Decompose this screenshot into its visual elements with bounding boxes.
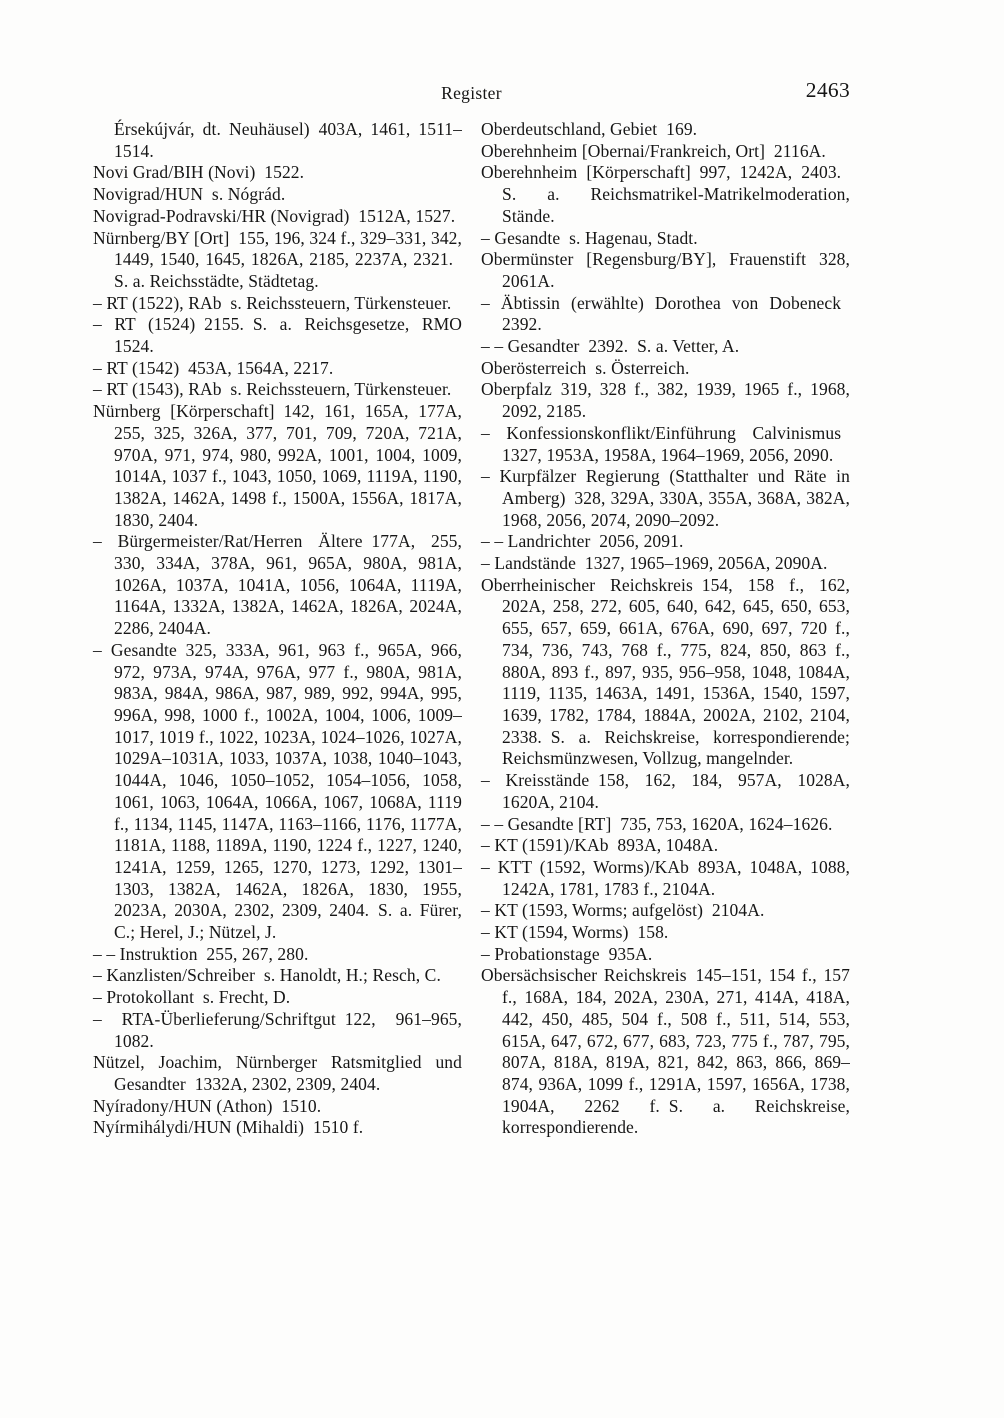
index-entry: Nyírmihálydi/HUN (Mihaldi) 1510 f.: [93, 1117, 364, 1138]
left-column: [93, 119, 462, 1139]
index-entry: Oberehnheim [Körperschaft] 997, 1242A, 2403. S. a. Reichsmatrikel-Matrikelmoderation, Stände.: [481, 162, 850, 226]
index-entry: Nyíradony/HUN (Athon) 1510.: [93, 1095, 322, 1116]
running-title: Register: [441, 83, 502, 103]
index-entry: – Protokollant s. Frecht, D.: [93, 987, 291, 1008]
right-column: [481, 119, 850, 1139]
index-entry: – Gesandte s. Hagenau, Stadt.: [481, 227, 698, 248]
index-entry: – Konfessionskonflikt/Einführung Calvinismus 1327, 1953A, 1958A, 1964–1969, 2056, 2090.: [481, 422, 850, 465]
index-entry: Obersächsischer Reichskreis 145–151, 154 f., 157 f., 168A, 184, 202A, 230A, 271, 414A, 418A, 442, 450, 485, 504 f., 508 f., 511, 514, 553, 615A, 647, 672, 677, 683, 723, 775 f., 787, 795, 807A, 818A, 819A, 821, 842, 863, 866, 869–874, 936A, 1099 f., 1291A, 1597, 1656A, 1738, 1904A, 2262 f. S. a. Reichskreise, korrespondierende.: [481, 965, 850, 1138]
index-entry: – – Instruktion 255, 267, 280.: [93, 943, 309, 964]
index-entry: Oberösterreich s. Österreich.: [481, 357, 690, 378]
index-columns: [93, 119, 850, 1139]
page-number: 2463: [805, 78, 850, 102]
index-entry: – RT (1522), RAb s. Reichssteuern, Türkensteuer.: [93, 292, 452, 313]
index-entry: – RT (1542) 453A, 1564A, 2217.: [93, 357, 334, 378]
index-entry: – KTT (1592, Worms)/KAb 893A, 1048A, 1088, 1242A, 1781, 1783 f., 2104A.: [481, 856, 850, 899]
index-entry: Oberdeutschland, Gebiet 169.: [481, 119, 698, 139]
index-entry: Nützel, Joachim, Nürnberger Ratsmitglied und Gesandter 1332A, 2302, 2309, 2404.: [93, 1052, 462, 1094]
index-entry: Nürnberg/BY [Ort] 155, 196, 324 f., 329–331, 342, 1449, 1540, 1645, 1826A, 2185, 2237A, 2321. S. a. Reichsstädte, Städtetag.: [93, 227, 462, 291]
index-entry: – RT (1543), RAb s. Reichssteuern, Türkensteuer.: [93, 379, 452, 400]
index-entry: – RTA-Überlieferung/Schriftgut 122, 961–965, 1082.: [93, 1008, 462, 1051]
index-entry: Novi Grad/BIH (Novi) 1522.: [93, 162, 305, 183]
index-entry: Novigrad-Podravski/HR (Novigrad) 1512A, 1527.: [93, 205, 456, 226]
index-entry: Oberehnheim [Obernai/Frankreich, Ort] 2116A.: [481, 140, 826, 161]
index-entry: – KT (1591)/KAb 893A, 1048A.: [481, 835, 719, 856]
index-entry: Novigrad/HUN s. Nógrád.: [93, 184, 286, 205]
index-entry: – Kreisstände 158, 162, 184, 957A, 1028A, 1620A, 2104.: [481, 770, 850, 812]
page-header: [93, 78, 850, 108]
index-entry: Nürnberg [Körperschaft] 142, 161, 165A, 177A, 255, 325, 326A, 377, 701, 709, 720A, 721A, 970A, 971, 974, 980, 992A, 1001, 1004, 1009, 1014A, 1037 f., 1043, 1050, 1069, 1119A, 1190, 1382A, 1462A, 1498 f., 1500A, 1556A, 1817A, 1830, 2404.: [93, 401, 462, 530]
index-entry: – Probationstage 935A.: [481, 943, 653, 964]
index-entry: – KT (1593, Worms; aufgelöst) 2104A.: [481, 900, 765, 921]
index-entry: – Kurpfälzer Regierung (Statthalter und Räte in Amberg) 328, 329A, 330A, 355A, 368A, 382A, 1968, 2056, 2074, 2090–2092.: [481, 466, 850, 530]
index-entry: – – Gesandte [RT] 735, 753, 1620A, 1624–1626.: [481, 813, 833, 834]
index-entry: Obermünster [Regensburg/BY], Frauenstift 328, 2061A.: [481, 249, 850, 291]
index-entry: – RT (1524) 2155. S. a. Reichsgesetze, RMO 1524.: [93, 314, 462, 357]
index-entry: – Gesandte 325, 333A, 961, 963 f., 965A, 966, 972, 973A, 974A, 976A, 977 f., 980A, 981A, 983A, 984A, 986A, 987, 989, 992, 994A, 995, 996A, 998, 1000 f., 1002A, 1004, 1006, 1009–1017, 1019 f., 1022, 1023A, 1024–1026, 1027A, 1029A–1031A, 1033, 1037A, 1038, 1040–1043, 1044A, 1046, 1050–1052, 1054–1056, 1058, 1061, 1063, 1064A, 1066A, 1067, 1068A, 1119 f., 1134, 1145, 1147A, 1163–1166, 1176, 1177A, 1181A, 1188, 1189A, 1190, 1224 f., 1227, 1240, 1241A, 1259, 1265, 1270, 1273, 1292, 1301–1303, 1382A, 1462A, 1826A, 1830, 1955, 2023A, 2030A, 2302, 2309, 2404. S. a. Fürer, C.; Herel, J.; Nützel, J.: [93, 639, 462, 943]
index-entry: Oberrheinischer Reichskreis 154, 158 f., 162, 202A, 258, 272, 605, 640, 642, 645, 650, 653, 655, 657, 659, 661A, 676A, 690, 697, 720 f., 734, 736, 743, 768 f., 775, 824, 850, 863 f., 880A, 893 f., 897, 935, 956–958, 1048, 1084A, 1119, 1135, 1463A, 1491, 1536A, 1540, 1597, 1639, 1782, 1784, 1884A, 2002A, 2102, 2104, 2338. S. a. Reichskreise, korrespondierende; Reichsmünzwesen, Vollzug, mangelnder.: [481, 574, 850, 769]
index-entry: – Kanzlisten/Schreiber s. Hanoldt, H.; Resch, C.: [93, 965, 441, 986]
index-entry: – Bürgermeister/Rat/Herren Ältere 177A, 255, 330, 334A, 378A, 961, 965A, 980A, 981A, 1026A, 1037A, 1041A, 1056, 1064A, 1119A, 1164A, 1332A, 1382A, 1462A, 1826A, 2024A, 2286, 2404A.: [93, 531, 462, 639]
index-entry: Oberpfalz 319, 328 f., 382, 1939, 1965 f., 1968, 2092, 2185.: [481, 379, 850, 422]
index-entry: Érsekújvár, dt. Neuhäusel) 403A, 1461, 1511–1514.: [114, 119, 462, 161]
index-entry: – Landstände 1327, 1965–1969, 2056A, 2090A.: [481, 553, 828, 574]
index-entry: – – Gesandter 2392. S. a. Vetter, A.: [481, 336, 740, 357]
index-entry: – – Landrichter 2056, 2091.: [481, 531, 684, 552]
index-entry: – KT (1594, Worms) 158.: [481, 922, 669, 943]
index-entry: – Äbtissin (erwählte) Dorothea von Dobeneck 2392.: [481, 292, 850, 335]
